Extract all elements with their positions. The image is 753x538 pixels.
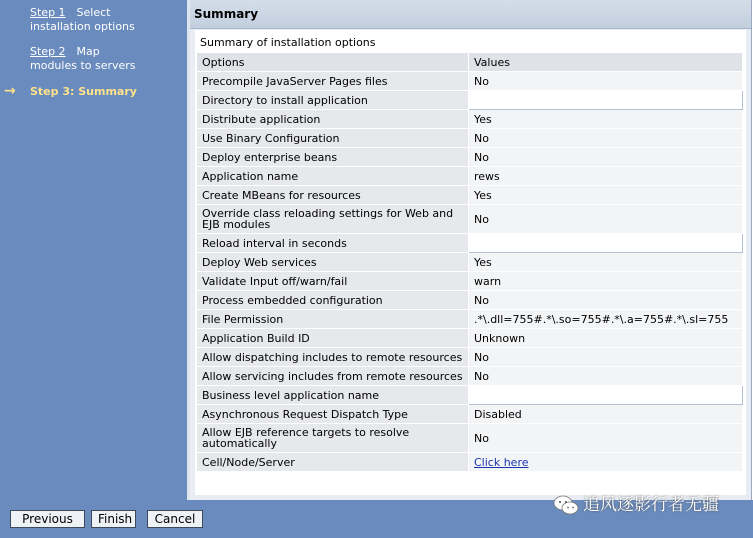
- option-cell: Validate Input off/warn/fail: [197, 272, 469, 291]
- value-cell: No: [469, 148, 743, 167]
- table-row: [197, 234, 743, 253]
- value-cell: No: [469, 348, 743, 367]
- summary-header: [190, 0, 751, 29]
- value-cell: Disabled: [469, 405, 743, 424]
- table-row: [197, 424, 743, 453]
- summary-table: [196, 52, 743, 472]
- value-cell: rews: [469, 167, 743, 186]
- option-cell: Allow EJB reference targets to resolve automatically: [197, 424, 469, 453]
- option-cell: Allow dispatching includes to remote resources: [197, 348, 469, 367]
- wizard-step-3-current: Step 3: Summary: [30, 85, 137, 98]
- value-cell: [469, 234, 743, 253]
- wechat-icon: [553, 494, 579, 516]
- summary-content: [195, 30, 746, 495]
- option-cell: Deploy Web services: [197, 253, 469, 272]
- click-here-link[interactable]: Click here: [474, 455, 529, 469]
- table-header-row: [197, 53, 743, 72]
- option-cell: Override class reloading settings for Web and EJB modules: [197, 205, 469, 234]
- value-cell: No: [469, 72, 743, 91]
- table-row: [197, 148, 743, 167]
- option-cell: Use Binary Configuration: [197, 129, 469, 148]
- step-1-text: Select: [76, 6, 111, 19]
- value-cell: No: [469, 424, 743, 453]
- option-cell: Create MBeans for resources: [197, 186, 469, 205]
- option-cell: Directory to install application: [197, 91, 469, 110]
- option-cell: Precompile JavaServer Pages files: [197, 72, 469, 91]
- option-cell: Business level application name: [197, 386, 469, 405]
- step-2-text: Map: [76, 45, 100, 58]
- value-cell: [469, 91, 743, 110]
- summary-panel: [190, 0, 752, 500]
- table-row: [197, 386, 743, 405]
- value-cell: No: [469, 291, 743, 310]
- option-cell: Process embedded configuration: [197, 291, 469, 310]
- option-cell: Asynchronous Request Dispatch Type: [197, 405, 469, 424]
- wizard-steps-sidebar: [0, 0, 187, 500]
- table-row: [197, 405, 743, 424]
- value-cell: Yes: [469, 110, 743, 129]
- value-cell: Unknown: [469, 329, 743, 348]
- table-row: [197, 110, 743, 129]
- value-cell: Yes: [469, 186, 743, 205]
- option-cell: Application name: [197, 167, 469, 186]
- option-cell: Reload interval in seconds: [197, 234, 469, 253]
- column-header-options: Options: [197, 53, 469, 72]
- value-cell: [469, 453, 743, 472]
- table-row: [197, 367, 743, 386]
- step-1-link[interactable]: Step 1: [30, 6, 66, 19]
- table-row: [197, 129, 743, 148]
- value-cell: [469, 386, 743, 405]
- value-cell: .*\.dll=755#.*\.so=755#.*\.a=755#.*\.sl=755: [469, 310, 743, 329]
- watermark-text: 追风逐影行者无疆: [583, 495, 719, 515]
- value-cell: Yes: [469, 253, 743, 272]
- previous-button[interactable]: Previous: [10, 510, 85, 528]
- value-cell: No: [469, 129, 743, 148]
- option-cell: Application Build ID: [197, 329, 469, 348]
- step-2-text-2: modules to servers: [30, 59, 136, 72]
- option-cell: Deploy enterprise beans: [197, 148, 469, 167]
- current-step-arrow-icon: →: [4, 83, 16, 99]
- table-caption: Summary of installation options: [200, 36, 376, 49]
- table-row: [197, 348, 743, 367]
- step-1-text-2: installation options: [30, 20, 135, 33]
- value-cell: warn: [469, 272, 743, 291]
- table-row: [197, 91, 743, 110]
- table-row: [197, 291, 743, 310]
- table-row: [197, 253, 743, 272]
- option-cell: Distribute application: [197, 110, 469, 129]
- table-row: [197, 329, 743, 348]
- table-row: [197, 453, 743, 472]
- wizard-step-2: [30, 45, 136, 73]
- option-cell: Allow servicing includes from remote resources: [197, 367, 469, 386]
- table-row: [197, 205, 743, 234]
- cancel-button[interactable]: Cancel: [147, 510, 203, 528]
- column-header-values: Values: [469, 53, 743, 72]
- option-cell: File Permission: [197, 310, 469, 329]
- value-cell: No: [469, 205, 743, 234]
- watermark: [553, 493, 719, 517]
- table-row: [197, 310, 743, 329]
- table-row: [197, 167, 743, 186]
- table-row: [197, 72, 743, 91]
- option-cell: Cell/Node/Server: [197, 453, 469, 472]
- finish-button[interactable]: Finish: [91, 510, 136, 528]
- page-title: Summary: [194, 7, 259, 21]
- step-2-link[interactable]: Step 2: [30, 45, 66, 58]
- value-cell: No: [469, 367, 743, 386]
- table-row: [197, 272, 743, 291]
- table-row: [197, 186, 743, 205]
- wizard-step-1: [30, 6, 135, 34]
